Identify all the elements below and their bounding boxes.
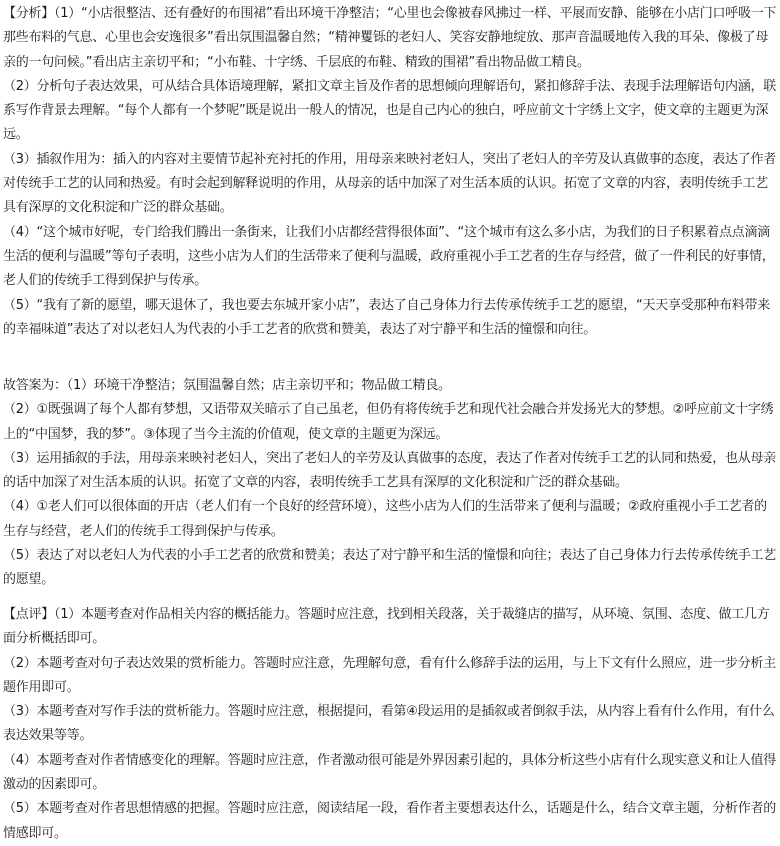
- answer-section: [3, 374, 777, 593]
- comment-paragraph-3: （3）本题考查对写作手法的赏析能力。答题时应注意，根据提问，看第④段运用的是插叙或者倒叙手法，从内容上看有什么作用，有什么表达效果等等。: [3, 704, 775, 744]
- analysis-paragraph-5: （5）“我有了新的愿望，哪天退休了，我也要去东城开家小店”，表达了自己身体力行去传承传统手工艺的愿望，“天天享受那种布料带来的幸福味道”表达了对以老妇人为代表的小手工艺者的欣赏和赞美，表达了对宁静平和生活的憧憬和向往。: [3, 297, 770, 337]
- answer-paragraph-2: （2）①既强调了每个人都有梦想，又语带双关暗示了自己虽老，但仍有将传统手艺和现代社会融合并发扬光大的梦想。②呼应前文十字绣上的“中国梦，我的梦”。③体现了当今主流的价值观，使文章的主题更为深远。: [3, 402, 774, 442]
- answer-paragraph-3: （3）运用插叙的手法，用母亲来映衬老妇人，突出了老妇人的辛劳及认真做事的态度，表达了作者对传统手工艺的认同和热爱，也从母亲的话中加深了对生活本质的认识。拓宽了文章的内容，表明传统手工艺具有深厚的文化积淀和广泛的群众基础。: [3, 450, 777, 491]
- analysis-paragraph-1: 【分析】（1）“小店很整洁、还有叠好的布围裙”看出环境干净整洁；“心里也会像被春风拂过一样、平展而安静、能够在小店门口呼吸一下那些布料的气息、心里也会安逸很多”看出氛围温馨自然；“精神矍铄的老妇人、笑容安静地绽放、那声音温暖地传入我的耳朵、像极了母亲的一句问候。”看出店主亲切平和；“小布鞋、十字绣、千层底的布鞋、精致的围裙”看出物品做工精良。: [3, 6, 777, 70]
- analysis-paragraph-4: （4）“这个城市好呢，专门给我们腾出一条街来，让我们小店都经营得很体面”、“这个城市有这么多小店，为我们的日子积累着点点滴滴生活的便利与温暖”等句子表明，这些小店为人们的生活带来了便利与温暖，政府重视小手工艺者的生存与经营，做了一件利民的好事情，老人们的传统手工得到保护与传承。: [3, 224, 775, 289]
- answer-paragraph-1: 故答案为：（1）环境干净整洁；氛围温馨自然；店主亲切平和；物品做工精良。: [3, 378, 451, 393]
- comment-section: [3, 603, 777, 846]
- analysis-paragraph-3: （3）插叙作用为：插入的内容对主要情节起补充衬托的作用，用母亲来映衬老妇人，突出了老妇人的辛劳及认真做事的态度，表达了作者对传统手工艺的认同和热爱。有时会起到解释说明的作用，从母亲的话中加深了对生活本质的认识。拓宽了文章的内容，表明传统手工艺具有深厚的文化积淀和广泛的群众基础。: [3, 151, 777, 216]
- analysis-section: [3, 2, 777, 342]
- answer-paragraph-4: （4）①老人们可以很体面的开店（老人们有一个良好的经营环境），这些小店为人们的生活带来了便利与温暖；②政府重视小手工艺者的生存与经营，老人们的传统手工得到保护与传承。: [3, 499, 767, 539]
- comment-paragraph-5: （5）本题考查对作者思想情感的把握。答题时应注意，阅读结尾一段，看作者主要想表达什么，话题是什么，结合文章主题，分析作者的情感即可。: [3, 801, 777, 841]
- comment-paragraph-2: （2）本题考查对句子表达效果的赏析能力。答题时应注意，先理解句意，看有什么修辞手法的运用，与上下文有什么照应，进一步分析主题作用即可。: [3, 655, 777, 695]
- comment-paragraph-1: 【点评】（1）本题考查对作品相关内容的概括能力。答题时应注意，找到相关段落，关于裁缝店的描写，从环境、氛围、态度、做工几方面分析概括即可。: [3, 607, 770, 647]
- analysis-paragraph-2: （2）分析句子表达效果，可从结合具体语境理解，紧扣文章主旨及作者的思想倾向理解语句，紧扣修辞手法、表现手法理解语句内涵，联系写作背景去理解。“每个人都有一个梦呢”既是说出一般人的情况，也是自己内心的独白，呼应前文十字绣上文字，使文章的主题更为深远。: [3, 78, 777, 143]
- answer-paragraph-5: （5）表达了对以老妇人为代表的小手工艺者的欣赏和赞美；表达了对宁静平和生活的憧憬和向往；表达了自己身体力行去传承传统手工艺的愿望。: [3, 548, 777, 588]
- comment-paragraph-4: （4）本题考查对作者情感变化的理解。答题时应注意，作者激动很可能是外界因素引起的，具体分析这些小店有什么现实意义和让人值得激动的因素即可。: [3, 752, 777, 793]
